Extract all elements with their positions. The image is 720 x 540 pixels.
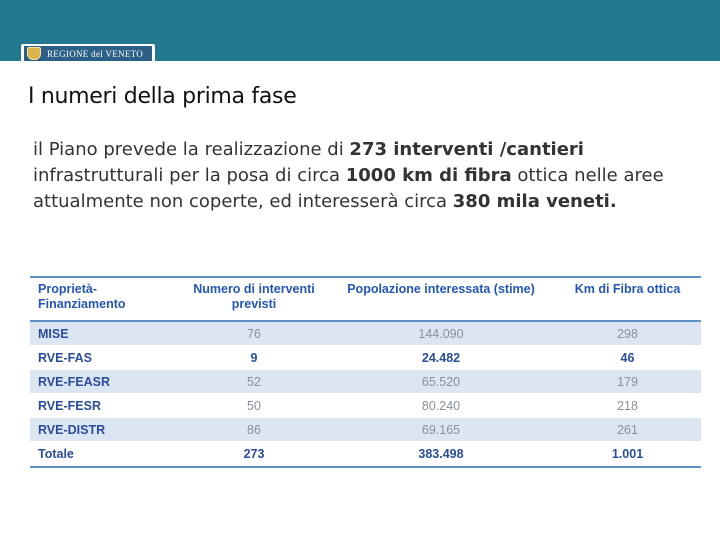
table-cell: 76 [180,321,328,346]
intro-bold-interventi: 273 interventi /cantieri [349,139,584,160]
table-header-row [30,277,701,321]
header-cell: Proprietà-Finanziamento [38,282,126,311]
logo-text: REGIONE del VENETO [47,48,144,59]
table-cell: 52 [180,370,328,394]
table-cell: 80.240 [328,394,554,418]
table-cell: 86 [180,418,328,442]
table-cell: 144.090 [328,321,554,346]
table-cell: 65.520 [328,370,554,394]
total-cell: 1.001 [554,442,701,468]
row-label: MISE [30,321,180,346]
crest-icon [27,47,41,60]
header-cell: Popolazione interessata (stime) [347,282,535,296]
table-row [30,370,701,394]
intro-text-3: ottica nelle aree attualmente non coperte, ed interesserà circa [33,165,664,212]
row-label: RVE-DISTR [30,418,180,442]
table-cell: 50 [180,394,328,418]
table-row [30,321,701,346]
header-cell: Km di Fibra ottica [574,282,681,296]
table-row [30,394,701,418]
table-cell: 261 [554,418,701,442]
intro-bold-km: 1000 km di fibra [345,165,512,186]
table-cell: 46 [554,346,701,370]
intro-text-2: infrastrutturali per la posa di circa [33,165,346,186]
intro-text-1: il Piano prevede la realizzazione di [33,139,350,160]
row-label: RVE-FESR [30,394,180,418]
total-label: Totale [30,442,180,468]
intro-paragraph [33,137,683,215]
table-cell: 218 [554,394,701,418]
header-cell: Numero di interventi previsti [193,282,315,311]
region-logo [21,44,155,61]
table-cell: 24.482 [328,346,554,370]
row-label: RVE-FAS [30,346,180,370]
table-cell: 179 [554,370,701,394]
total-cell: 383.498 [328,442,554,468]
data-table [30,276,701,468]
table-total-row [30,442,701,468]
header-bar [0,0,720,61]
table-row [30,418,701,442]
page-title: I numeri della prima fase [28,84,297,109]
intro-bold-veneti: 380 mila veneti. [452,191,617,212]
total-cell: 273 [180,442,328,468]
table-cell: 9 [180,346,328,370]
table-row [30,346,701,370]
table-cell: 298 [554,321,701,346]
table-cell: 69.165 [328,418,554,442]
row-label: RVE-FEASR [30,370,180,394]
